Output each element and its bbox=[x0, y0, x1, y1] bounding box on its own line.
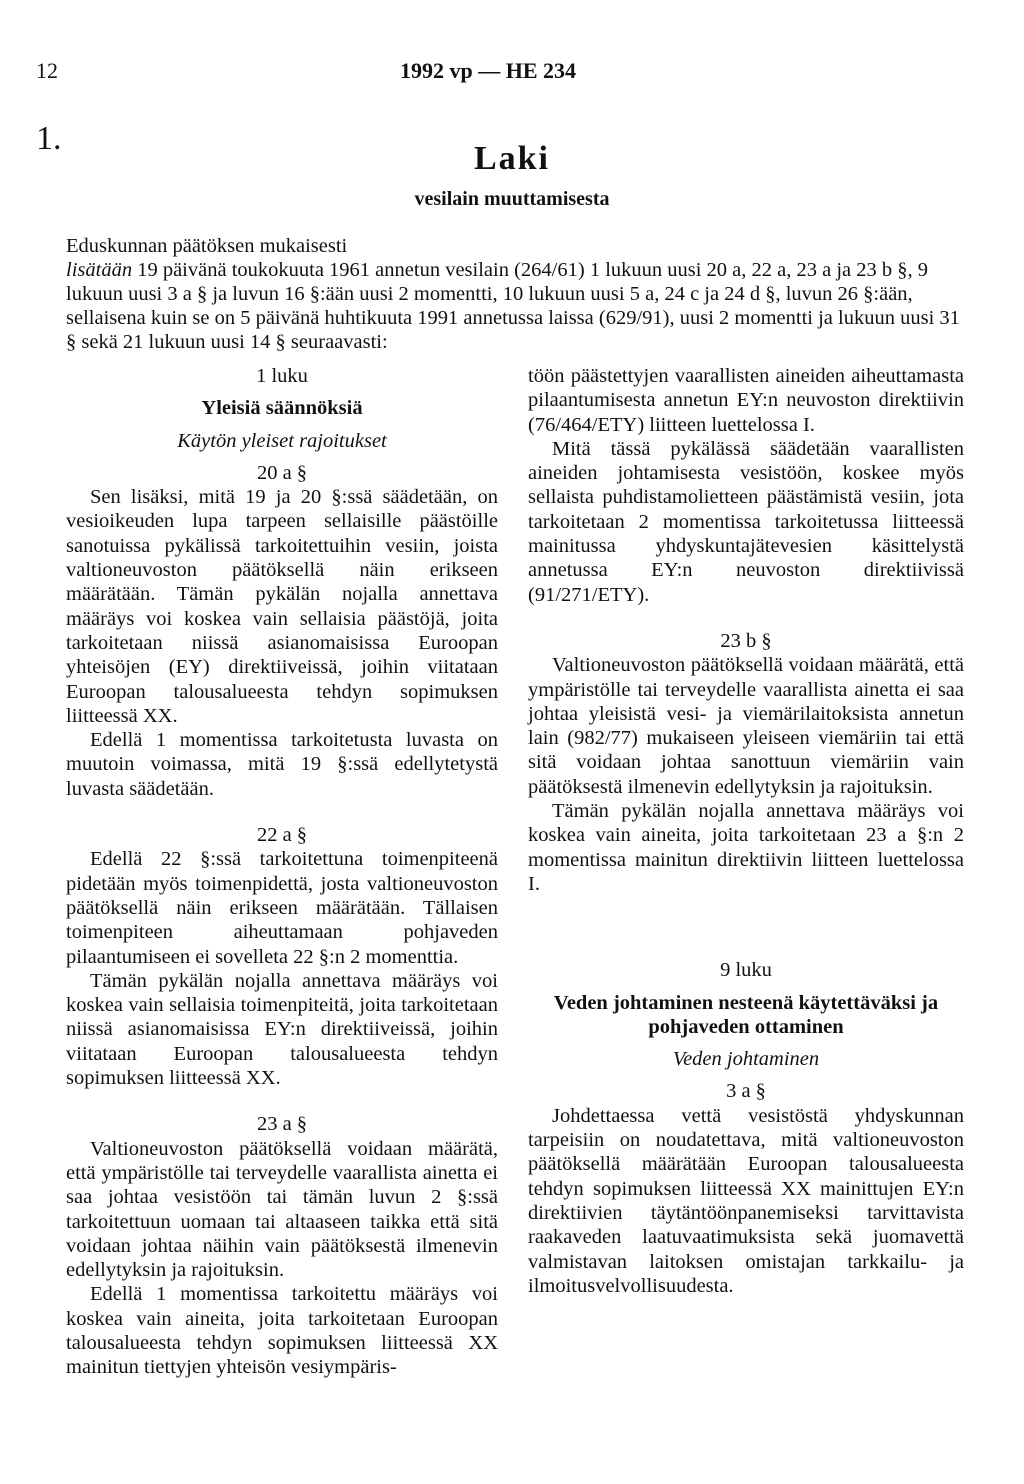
left-column bbox=[66, 364, 498, 1380]
law-subtitle: vesilain muuttamisesta bbox=[414, 188, 610, 210]
page-header bbox=[0, 58, 1024, 86]
section-23b-paragraph-1: Valtioneuvoston päätöksellä voidaan määrätä, että ympäristölle tai terveydelle vaarallista ainetta ei saa johtaa yleisistä vesi- ja viemärilaitoksista annetun lain (982/77) mukaiseen yleiseen viemäriin tai että sitä voidaan johtaa sanottuun viemäriin vain päätöksestä ilmenevin edellytyksin ja rajoituksin. bbox=[528, 654, 964, 798]
chapter-9-heading-line-1: Veden johtaminen nesteenä käytettäväksi ja bbox=[553, 991, 939, 1014]
chapter-9-heading-line-2: pohjaveden ottaminen bbox=[648, 1015, 844, 1038]
section-22a-paragraph-1: Edellä 22 §:ssä tarkoitettuna toimenpiteenä pidetään myös toimenpidettä, josta valtioneuvoston päätöksellä näin erikseen määrätään. Tällaisen toimenpiteen aiheuttamaan pohjaveden pilaantumiseen ei sovelleta 22 §:n 2 momenttia. bbox=[66, 848, 498, 968]
chapter-number: 1 luku bbox=[256, 365, 308, 387]
document-number: 1. bbox=[36, 120, 62, 157]
section-mark-23a: 23 a § bbox=[256, 1113, 308, 1136]
chapter-9-section-heading: Veden johtaminen bbox=[672, 1048, 820, 1071]
section-mark-20a: 20 a § bbox=[256, 461, 308, 484]
section-mark-22a: 22 a § bbox=[256, 824, 308, 847]
section-23a-paragraph-1: Valtioneuvoston päätöksellä voidaan määrätä, että ympäristölle tai terveydelle vaarallista ainetta ei saa johtaa vesistöön tai tämän luvun 2 §:ssä tarkoitettuun uomaan tai altaaseen taikka että sitä voidaan johtaa näihin vain päätöksestä ilmenevin edellytyksin ja rajoituksin. bbox=[66, 1137, 498, 1282]
page-number: 12 bbox=[36, 58, 58, 83]
right-column bbox=[528, 364, 964, 1298]
section-3a-paragraph-1: Johdettaessa vettä vesistöstä yhdyskunnan tarpeisiin on noudatettava, mitä valtioneuvoston päätöksellä määrätään Euroopan talousalueesta tehdyn sopimuksen liitteessä XX mainittujen EY:n direktiivien täytäntöönpanemiseksi tarvittavista raakaveden laatuvaatimuksista sekä juomavettä valmistavan laitoksen omistajan tarkkailu- ja ilmoitusvelvollisuudesta. bbox=[528, 1104, 964, 1297]
enactment-clause bbox=[66, 234, 966, 354]
section-22a-paragraph-2: Tämän pykälän nojalla annettava määräys voi koskea vain sellaisia toimenpiteitä, joita tarkoitetaan niissä asianomaisissa EY:n direktiiveissä, joihin viitataan Euroopan talousalueesta tehdyn sopimuksen liitteessä XX. bbox=[66, 969, 498, 1090]
section-20a-paragraph-2: Edellä 1 momentissa tarkoitetusta luvasta on muutoin voimassa, mitä 19 §:ssä edellytetystä luvasta säädetään. bbox=[66, 729, 498, 800]
section-heading: Käytön yleiset rajoitukset bbox=[177, 429, 387, 452]
section-mark-23b: 23 b § bbox=[720, 629, 772, 652]
enactment-text: 19 päivänä toukokuuta 1961 annetun vesilain (264/61) 1 lukuun uusi 20 a, 22 a, 23 a ja 23 b §, 9 lukuun uusi 3 a § ja luvun 16 §:ään uusi 2 momentti, 10 lukuun uusi 5 a, 24 c ja 24 d §, luvun 26 §:ään, sellaisena kuin se on 5 päivänä huhtikuuta 1991 annetussa laissa (629/91), uusi 2 momentti ja lukuun uusi 31 § sekä 21 lukuun uusi 14 § seuraavasti: bbox=[66, 259, 960, 353]
law-title: Laki bbox=[473, 140, 551, 177]
section-mark-3a: 3 a § bbox=[726, 1080, 766, 1103]
section-23a-paragraph-2: Edellä 1 momentissa tarkoitettu määräys voi koskea vain aineita, joita tarkoitetaan Euroopan talousalueesta tehdyn sopimuksen liitteessä XX mainitun tiettyjen yhteisön vesiympäris- bbox=[66, 1283, 498, 1379]
enactment-lead: Eduskunnan päätöksen mukaisesti bbox=[66, 235, 348, 257]
chapter-9-number: 9 luku bbox=[720, 959, 772, 982]
chapter-heading: Yleisiä säännöksiä bbox=[201, 397, 363, 420]
section-23b-paragraph-2: Tämän pykälän nojalla annettava määräys voi koskea vain aineita, joita tarkoitetaan 23 a §:n 2 momentissa mainitun direktiivin liitteen luettelossa I. bbox=[528, 800, 964, 895]
section-23a-continuation-1: töön päästettyjen vaarallisten aineiden aiheuttamasta pilaantumisesta annetun EY:n neuvoston direktiivin (76/464/ETY) liitteen luettelossa I. bbox=[528, 365, 964, 436]
enactment-italic-word: lisätään bbox=[66, 259, 133, 281]
running-title: 1992 vp — HE 234 bbox=[400, 58, 577, 83]
section-20a-paragraph-1: Sen lisäksi, mitä 19 ja 20 §:ssä säädetään, on vesioikeuden lupa tarpeen sellaisille päästöille sanotuissa pykälissä tarkoitettuihin vesiin, joista valtioneuvoston päätöksellä näin erikseen määrätään. Tämän pykälän nojalla annettava määräys voi koskea vain sellaisia päästöjä, joita tarkoitetaan niissä asianomaisissa Euroopan yhteisöjen (EY) direktiiveissä, joihin viitataan Euroopan talousalueesta tehdyn sopimuksen liitteessä XX. bbox=[66, 486, 498, 727]
section-23a-continuation-2: Mitä tässä pykälässä säädetään vaarallisten aineiden johtamisesta vesistöön, koskee myös sellaista puhdistamolietteen päästämistä vesiin, jota tarkoitetaan 2 momentissa tarkoitetussa liitteessä mainitussa yhdyskuntajätevesien käsittelystä annetussa EY:n neuvoston direktiivissä (91/271/ETY). bbox=[528, 437, 964, 606]
